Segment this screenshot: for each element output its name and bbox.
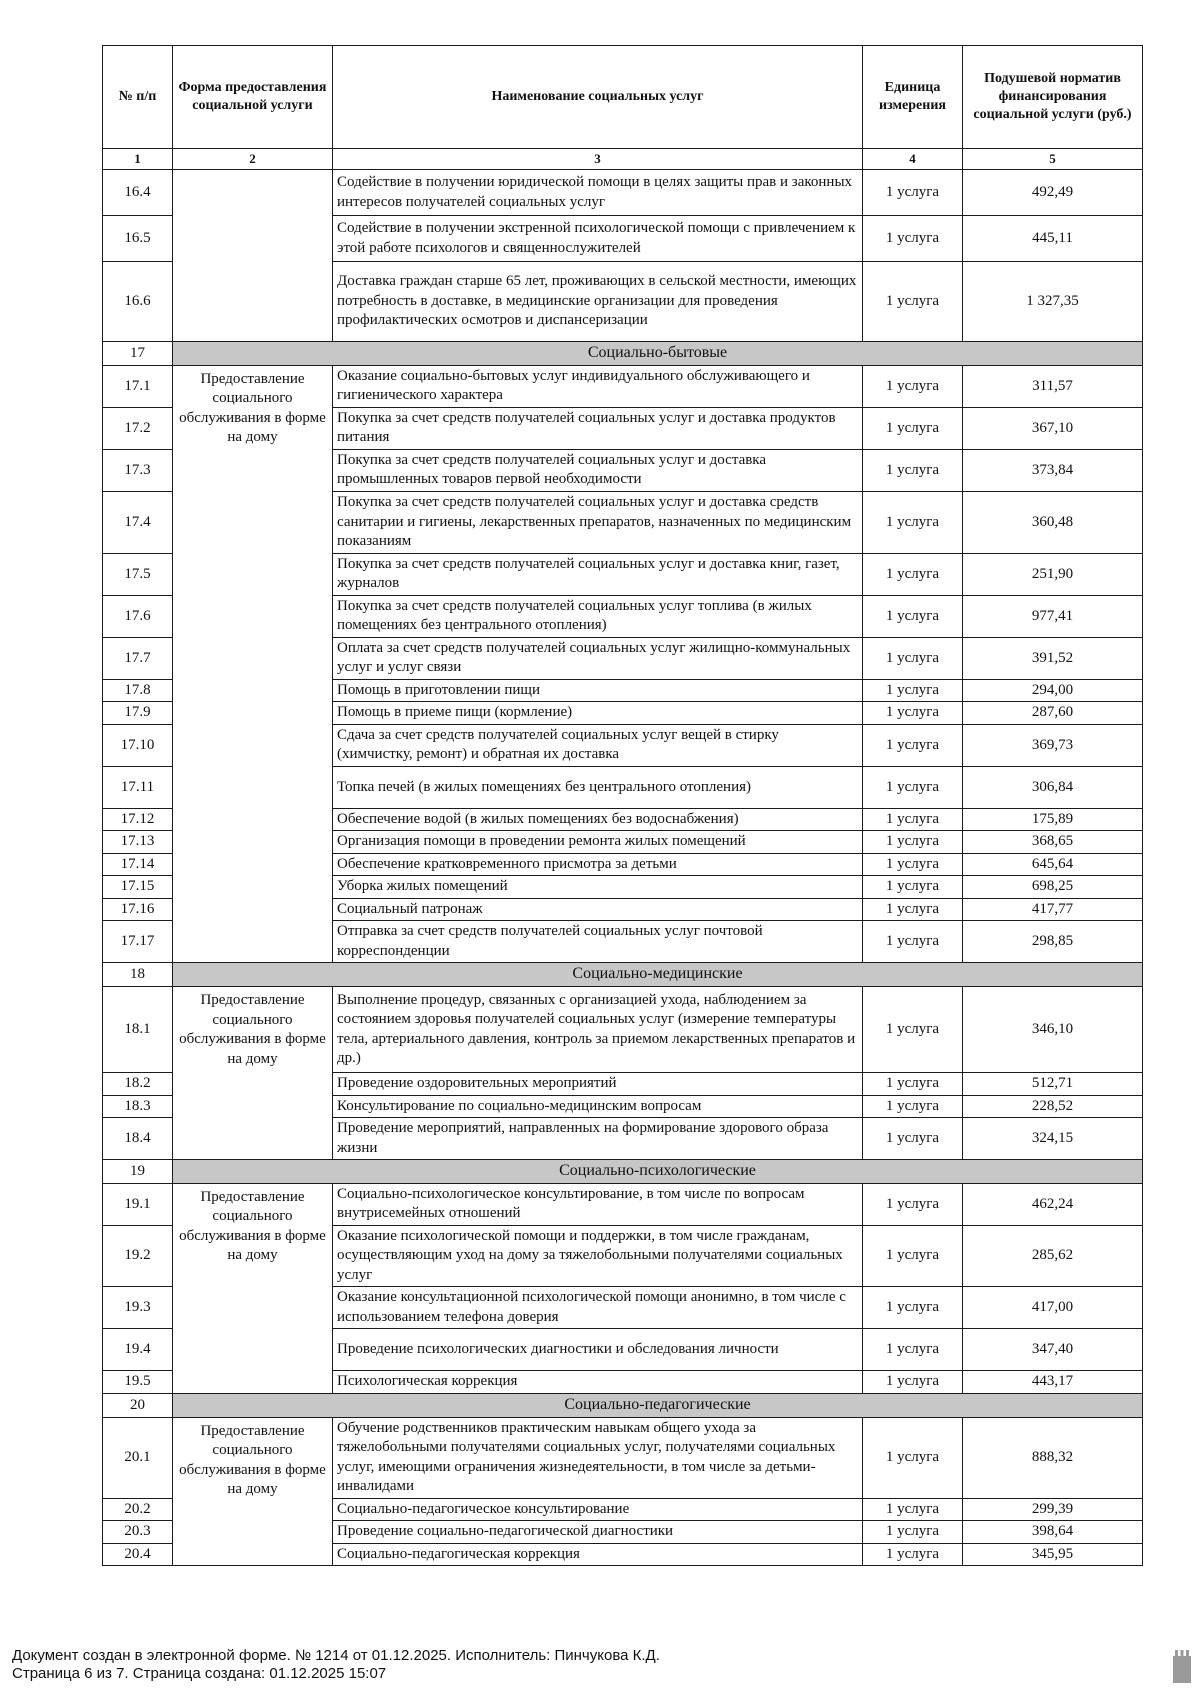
service-rate: 373,84: [963, 449, 1143, 491]
service-rate: 251,90: [963, 553, 1143, 595]
service-name: Социально-психологическое консультирование, в том числе по вопросам внутрисемейных отношений: [333, 1183, 863, 1225]
service-name: Топка печей (в жилых помещениях без центрального отопления): [333, 766, 863, 808]
row-number: 17.13: [103, 831, 173, 854]
service-rate: 369,73: [963, 724, 1143, 766]
service-unit: 1 услуга: [863, 1371, 963, 1394]
service-unit: 1 услуга: [863, 766, 963, 808]
service-rate: 512,71: [963, 1073, 1143, 1096]
column-number: 4: [863, 149, 963, 170]
service-unit: 1 услуга: [863, 1183, 963, 1225]
row-number: 19: [103, 1160, 173, 1184]
service-unit: 1 услуга: [863, 898, 963, 921]
service-unit: 1 услуга: [863, 921, 963, 963]
service-name: Оказание психологической помощи и поддержки, в том числе гражданам, осуществляющим уход на дому за тяжелобольными получателями социальных услуг: [333, 1225, 863, 1287]
service-rate: 299,39: [963, 1498, 1143, 1521]
service-name: Социальный патронаж: [333, 898, 863, 921]
service-rate: 287,60: [963, 702, 1143, 725]
service-name: Социально-педагогическое консультирование: [333, 1498, 863, 1521]
service-rate: 306,84: [963, 766, 1143, 808]
service-rate: 367,10: [963, 407, 1143, 449]
row-number: 17.4: [103, 491, 173, 553]
section-row: [103, 963, 1143, 987]
section-row: [103, 1160, 1143, 1184]
form-of-service: Предоставление социального обслуживания в форме на дому: [173, 1417, 333, 1566]
service-name: Покупка за счет средств получателей социальных услуг и доставка продуктов питания: [333, 407, 863, 449]
footer-document-info: Документ создан в электронной форме. № 1214 от 01.12.2025. Исполнитель: Пинчукова К.Д.: [12, 1647, 660, 1664]
service-rate: 645,64: [963, 853, 1143, 876]
header-unit: Единица измерения: [863, 46, 963, 149]
service-name: Обучение родственников практическим навыкам общего ухода за тяжелобольными получателями социальных услуг, получателями социальных услуг, имеющими ограничения жизнедеятельности, в том числе за детьми-инвалидами: [333, 1417, 863, 1498]
section-title: Социально-медицинские: [173, 963, 1143, 987]
service-name: Организация помощи в проведении ремонта жилых помещений: [333, 831, 863, 854]
service-rate: 391,52: [963, 637, 1143, 679]
table-row: [103, 170, 1143, 216]
service-name: Отправка за счет средств получателей социальных услуг почтовой корреспонденции: [333, 921, 863, 963]
service-name: Покупка за счет средств получателей социальных услуг и доставка средств санитарии и гигиены, лекарственных препаратов, назначенных по медицинским показаниям: [333, 491, 863, 553]
service-rate: 368,65: [963, 831, 1143, 854]
service-unit: 1 услуга: [863, 808, 963, 831]
row-number: 19.2: [103, 1225, 173, 1287]
row-number: 16.6: [103, 262, 173, 342]
service-rate: 324,15: [963, 1118, 1143, 1160]
service-unit: 1 услуга: [863, 679, 963, 702]
document-footer: [12, 1647, 660, 1683]
service-name: Оказание консультационной психологической помощи анонимно, в том числе с использованием телефона доверия: [333, 1287, 863, 1329]
service-unit: 1 услуга: [863, 262, 963, 342]
row-number: 17.15: [103, 876, 173, 899]
table-body: [103, 170, 1143, 1566]
service-name: Уборка жилых помещений: [333, 876, 863, 899]
form-of-service: Предоставление социального обслуживания в форме на дому: [173, 1183, 333, 1393]
row-number: 17.1: [103, 365, 173, 407]
service-unit: 1 услуга: [863, 876, 963, 899]
service-unit: 1 услуга: [863, 987, 963, 1073]
service-unit: 1 услуга: [863, 637, 963, 679]
service-unit: 1 услуга: [863, 1073, 963, 1096]
row-number: 17.14: [103, 853, 173, 876]
row-number: 20.1: [103, 1417, 173, 1498]
service-rate: 347,40: [963, 1329, 1143, 1371]
column-numbers-row: [103, 149, 1143, 170]
service-name: Оказание социально-бытовых услуг индивидуального обслуживающего и гигиенического характера: [333, 365, 863, 407]
row-number: 19.1: [103, 1183, 173, 1225]
service-unit: 1 услуга: [863, 1225, 963, 1287]
service-rate: 417,00: [963, 1287, 1143, 1329]
row-number: 17: [103, 342, 173, 366]
section-row: [103, 1393, 1143, 1417]
row-number: 18.4: [103, 1118, 173, 1160]
row-number: 19.4: [103, 1329, 173, 1371]
row-number: 19.5: [103, 1371, 173, 1394]
service-rate: 175,89: [963, 808, 1143, 831]
service-rate: 417,77: [963, 898, 1143, 921]
service-unit: 1 услуга: [863, 831, 963, 854]
table-header-row: [103, 46, 1143, 149]
service-rate: 346,10: [963, 987, 1143, 1073]
service-unit: 1 услуга: [863, 1095, 963, 1118]
service-rate: 445,11: [963, 216, 1143, 262]
service-name: Помощь в приеме пищи (кормление): [333, 702, 863, 725]
service-name: Психологическая коррекция: [333, 1371, 863, 1394]
service-name: Проведение социально-педагогической диагностики: [333, 1521, 863, 1544]
row-number: 16.4: [103, 170, 173, 216]
service-unit: 1 услуга: [863, 1521, 963, 1544]
row-number: 20.3: [103, 1521, 173, 1544]
header-rate: Подушевой норматив финансирования социальной услуги (руб.): [963, 46, 1143, 149]
service-name: Содействие в получении юридической помощи в целях защиты прав и законных интересов получателей социальных услуг: [333, 170, 863, 216]
service-unit: 1 услуга: [863, 702, 963, 725]
service-unit: 1 услуга: [863, 1329, 963, 1371]
row-number: 18.2: [103, 1073, 173, 1096]
section-title: Социально-психологические: [173, 1160, 1143, 1184]
section-row: [103, 342, 1143, 366]
service-rate: 443,17: [963, 1371, 1143, 1394]
service-name: Проведение мероприятий, направленных на формирование здорового образа жизни: [333, 1118, 863, 1160]
row-number: 17.11: [103, 766, 173, 808]
service-rate: 228,52: [963, 1095, 1143, 1118]
form-cell-empty: [173, 170, 333, 342]
row-number: 17.9: [103, 702, 173, 725]
row-number: 17.7: [103, 637, 173, 679]
service-name: Доставка граждан старше 65 лет, проживающих в сельской местности, имеющих потребность в доставке, в медицинские организации для проведения профилактических осмотров и диспансеризации: [333, 262, 863, 342]
table-row: [103, 365, 1143, 407]
column-number: 5: [963, 149, 1143, 170]
service-name: Сдача за счет средств получателей социальных услуг вещей в стирку (химчистку, ремонт) и обратная их доставка: [333, 724, 863, 766]
service-name: Оплата за счет средств получателей социальных услуг жилищно-коммунальных услуг и услуг связи: [333, 637, 863, 679]
service-unit: 1 услуга: [863, 724, 963, 766]
service-rate: 398,64: [963, 1521, 1143, 1544]
service-name: Содействие в получении экстренной психологической помощи с привлечением к этой работе психологов и священнослужителей: [333, 216, 863, 262]
service-name: Покупка за счет средств получателей социальных услуг топлива (в жилых помещениях без центрального отопления): [333, 595, 863, 637]
row-number: 16.5: [103, 216, 173, 262]
service-unit: 1 услуга: [863, 1498, 963, 1521]
service-unit: 1 услуга: [863, 853, 963, 876]
row-number: 19.3: [103, 1287, 173, 1329]
row-number: 17.16: [103, 898, 173, 921]
service-unit: 1 услуга: [863, 216, 963, 262]
service-rate: 298,85: [963, 921, 1143, 963]
column-number: 3: [333, 149, 863, 170]
row-number: 17.12: [103, 808, 173, 831]
service-rate: 311,57: [963, 365, 1143, 407]
row-number: 17.3: [103, 449, 173, 491]
service-rate: 285,62: [963, 1225, 1143, 1287]
row-number: 20.4: [103, 1543, 173, 1566]
row-number: 17.8: [103, 679, 173, 702]
service-unit: 1 услуга: [863, 595, 963, 637]
column-number: 2: [173, 149, 333, 170]
service-unit: 1 услуга: [863, 1287, 963, 1329]
service-name: Консультирование по социально-медицинским вопросам: [333, 1095, 863, 1118]
row-number: 17.5: [103, 553, 173, 595]
service-rate: 345,95: [963, 1543, 1143, 1566]
row-number: 17.17: [103, 921, 173, 963]
service-rate: 294,00: [963, 679, 1143, 702]
section-title: Социально-бытовые: [173, 342, 1143, 366]
services-table: [102, 45, 1143, 1566]
service-rate: 698,25: [963, 876, 1143, 899]
service-name: Обеспечение водой (в жилых помещениях без водоснабжения): [333, 808, 863, 831]
service-unit: 1 услуга: [863, 407, 963, 449]
service-unit: 1 услуга: [863, 553, 963, 595]
service-unit: 1 услуга: [863, 170, 963, 216]
row-number: 20: [103, 1393, 173, 1417]
document-stamp-icon: [1172, 1648, 1192, 1684]
header-number: № п/п: [103, 46, 173, 149]
header-service-name: Наименование социальных услуг: [333, 46, 863, 149]
service-unit: 1 услуга: [863, 449, 963, 491]
service-name: Проведение психологических диагностики и обследования личности: [333, 1329, 863, 1371]
service-rate: 360,48: [963, 491, 1143, 553]
row-number: 18: [103, 963, 173, 987]
service-rate: 888,32: [963, 1417, 1143, 1498]
row-number: 17.6: [103, 595, 173, 637]
service-name: Обеспечение кратковременного присмотра за детьми: [333, 853, 863, 876]
footer-page-info: Страница 6 из 7. Страница создана: 01.12.2025 15:07: [12, 1665, 387, 1682]
header-form: Форма предоставления социальной услуги: [173, 46, 333, 149]
table-row: [103, 987, 1143, 1073]
service-unit: 1 услуга: [863, 1118, 963, 1160]
section-title: Социально-педагогические: [173, 1393, 1143, 1417]
service-name: Выполнение процедур, связанных с организацией ухода, наблюдением за состоянием здоровья получателей социальных услуг (измерение температуры тела, артериального давления, контроль за приемом лекарственных препаратов и др.): [333, 987, 863, 1073]
row-number: 20.2: [103, 1498, 173, 1521]
table-row: [103, 1417, 1143, 1498]
service-rate: 1 327,35: [963, 262, 1143, 342]
service-rate: 492,49: [963, 170, 1143, 216]
service-unit: 1 услуга: [863, 491, 963, 553]
row-number: 18.3: [103, 1095, 173, 1118]
service-unit: 1 услуга: [863, 1543, 963, 1566]
column-number: 1: [103, 149, 173, 170]
service-unit: 1 услуга: [863, 365, 963, 407]
form-of-service: Предоставление социального обслуживания в форме на дому: [173, 365, 333, 963]
service-name: Социально-педагогическая коррекция: [333, 1543, 863, 1566]
row-number: 18.1: [103, 987, 173, 1073]
service-rate: 977,41: [963, 595, 1143, 637]
service-name: Помощь в приготовлении пищи: [333, 679, 863, 702]
service-name: Покупка за счет средств получателей социальных услуг и доставка промышленных товаров первой необходимости: [333, 449, 863, 491]
service-unit: 1 услуга: [863, 1417, 963, 1498]
service-name: Проведение оздоровительных мероприятий: [333, 1073, 863, 1096]
row-number: 17.2: [103, 407, 173, 449]
form-of-service: Предоставление социального обслуживания в форме на дому: [173, 987, 333, 1160]
service-rate: 462,24: [963, 1183, 1143, 1225]
row-number: 17.10: [103, 724, 173, 766]
table-row: [103, 1183, 1143, 1225]
service-name: Покупка за счет средств получателей социальных услуг и доставка книг, газет, журналов: [333, 553, 863, 595]
